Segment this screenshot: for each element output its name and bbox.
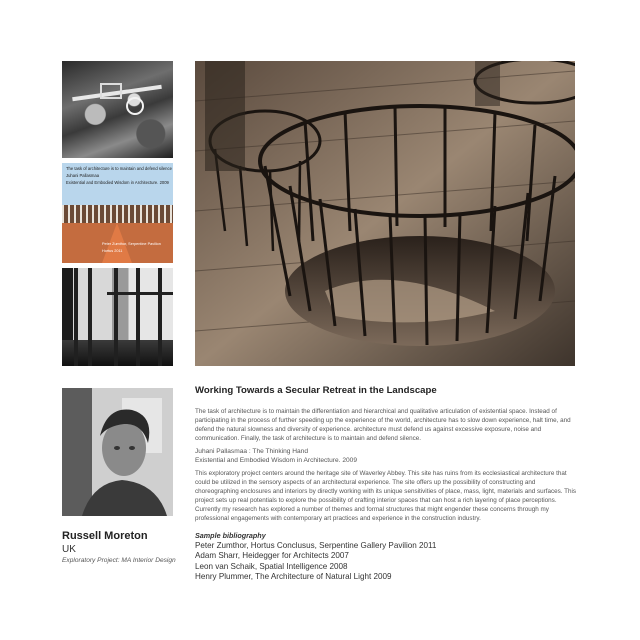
railing-bar	[88, 268, 92, 366]
figure-legs	[475, 61, 500, 106]
railing-interior-thumbnail	[62, 268, 173, 366]
aerial-ring	[126, 97, 144, 115]
author-name: Russell Moreton	[62, 530, 148, 542]
railing-bar	[74, 268, 78, 366]
pavilion-book-thumbnail	[62, 163, 173, 263]
pavilion-colonnade	[62, 205, 173, 223]
figure-shadow	[205, 61, 245, 171]
article-paragraph-2: This exploratory project centers around the heritage site of Waverley Abbey. This site has ruins from its ecclesiastical architecture that could be utilized in the sensory aspects of an architectural experience. The site offers up the possibility of constructing and choreographing enclosures and interiors by directly working with its unique sensitivities of place, mass, light, materials and surfaces. This project sets up real potentials to explore the possibility of crafting interior spaces that can host a rich layering of place perceptions. Currently my research has explored a number of themes and formal structures that might engender these concerns through my professional engagements with contemporary art practices and experience in the construction industry.	[195, 470, 577, 522]
bibliography-item: Peter Zumthor, Hortus Conclusus, Serpentine Gallery Pavilion 2011	[195, 541, 437, 550]
quote-source-2: Existential and Embodied Wisdom in Architecture. 2009	[195, 457, 357, 464]
book-cover-line2: Juhani Pallasmaa	[66, 173, 100, 178]
railing-bar	[136, 268, 140, 366]
book-cover-line3: Existential and Embodied Wisdom in Architecture. 2009	[66, 180, 169, 185]
author-project: Exploratory Project: MA Interior Design	[62, 557, 176, 564]
article-column	[195, 385, 577, 583]
bibliography-heading: Sample bibliography	[195, 531, 266, 540]
bibliography-item: Adam Sharr, Heidegger for Architects 2007	[195, 551, 349, 561]
railing-bar	[114, 268, 118, 366]
main-photograph	[195, 61, 575, 366]
bibliography-item: Henry Plummer, The Architecture of Natural Light 2009	[195, 572, 392, 582]
aerial-photo-thumbnail	[62, 61, 173, 158]
author-portrait	[62, 388, 173, 516]
railing-bar	[158, 268, 162, 366]
author-country: UK	[62, 544, 76, 555]
railing-illustration	[195, 61, 575, 366]
article-paragraph-1: The task of architecture is to maintain the differentiation and hierarchical and qualitative articulation of existential space. Instead of participating in the process of further speeding up the experience of the world, architecture has to slow down experience, halt time, and defend the natural slowness and diversity of experience. architecture must defend us against excessive exposure, noise and communication. Finally, the task of architecture is to maintain and defend silence.	[195, 408, 571, 442]
quote-source-1: Juhani Pallasmaa : The Thinking Hand	[195, 448, 309, 455]
book-caption2: Hortus 2011	[102, 249, 123, 253]
aerial-building	[100, 83, 122, 99]
portrait-illustration	[62, 388, 173, 516]
bibliography-item: Leon van Schaik, Spatial Intelligence 2008	[195, 561, 348, 571]
book-caption1: Peter Zumthor, Serpentine Pavilion	[102, 242, 161, 246]
book-cover-line1: The task of architecture is to maintain and defend silence	[66, 166, 172, 171]
article-title: Working Towards a Secular Retreat in the Landscape	[195, 385, 437, 396]
